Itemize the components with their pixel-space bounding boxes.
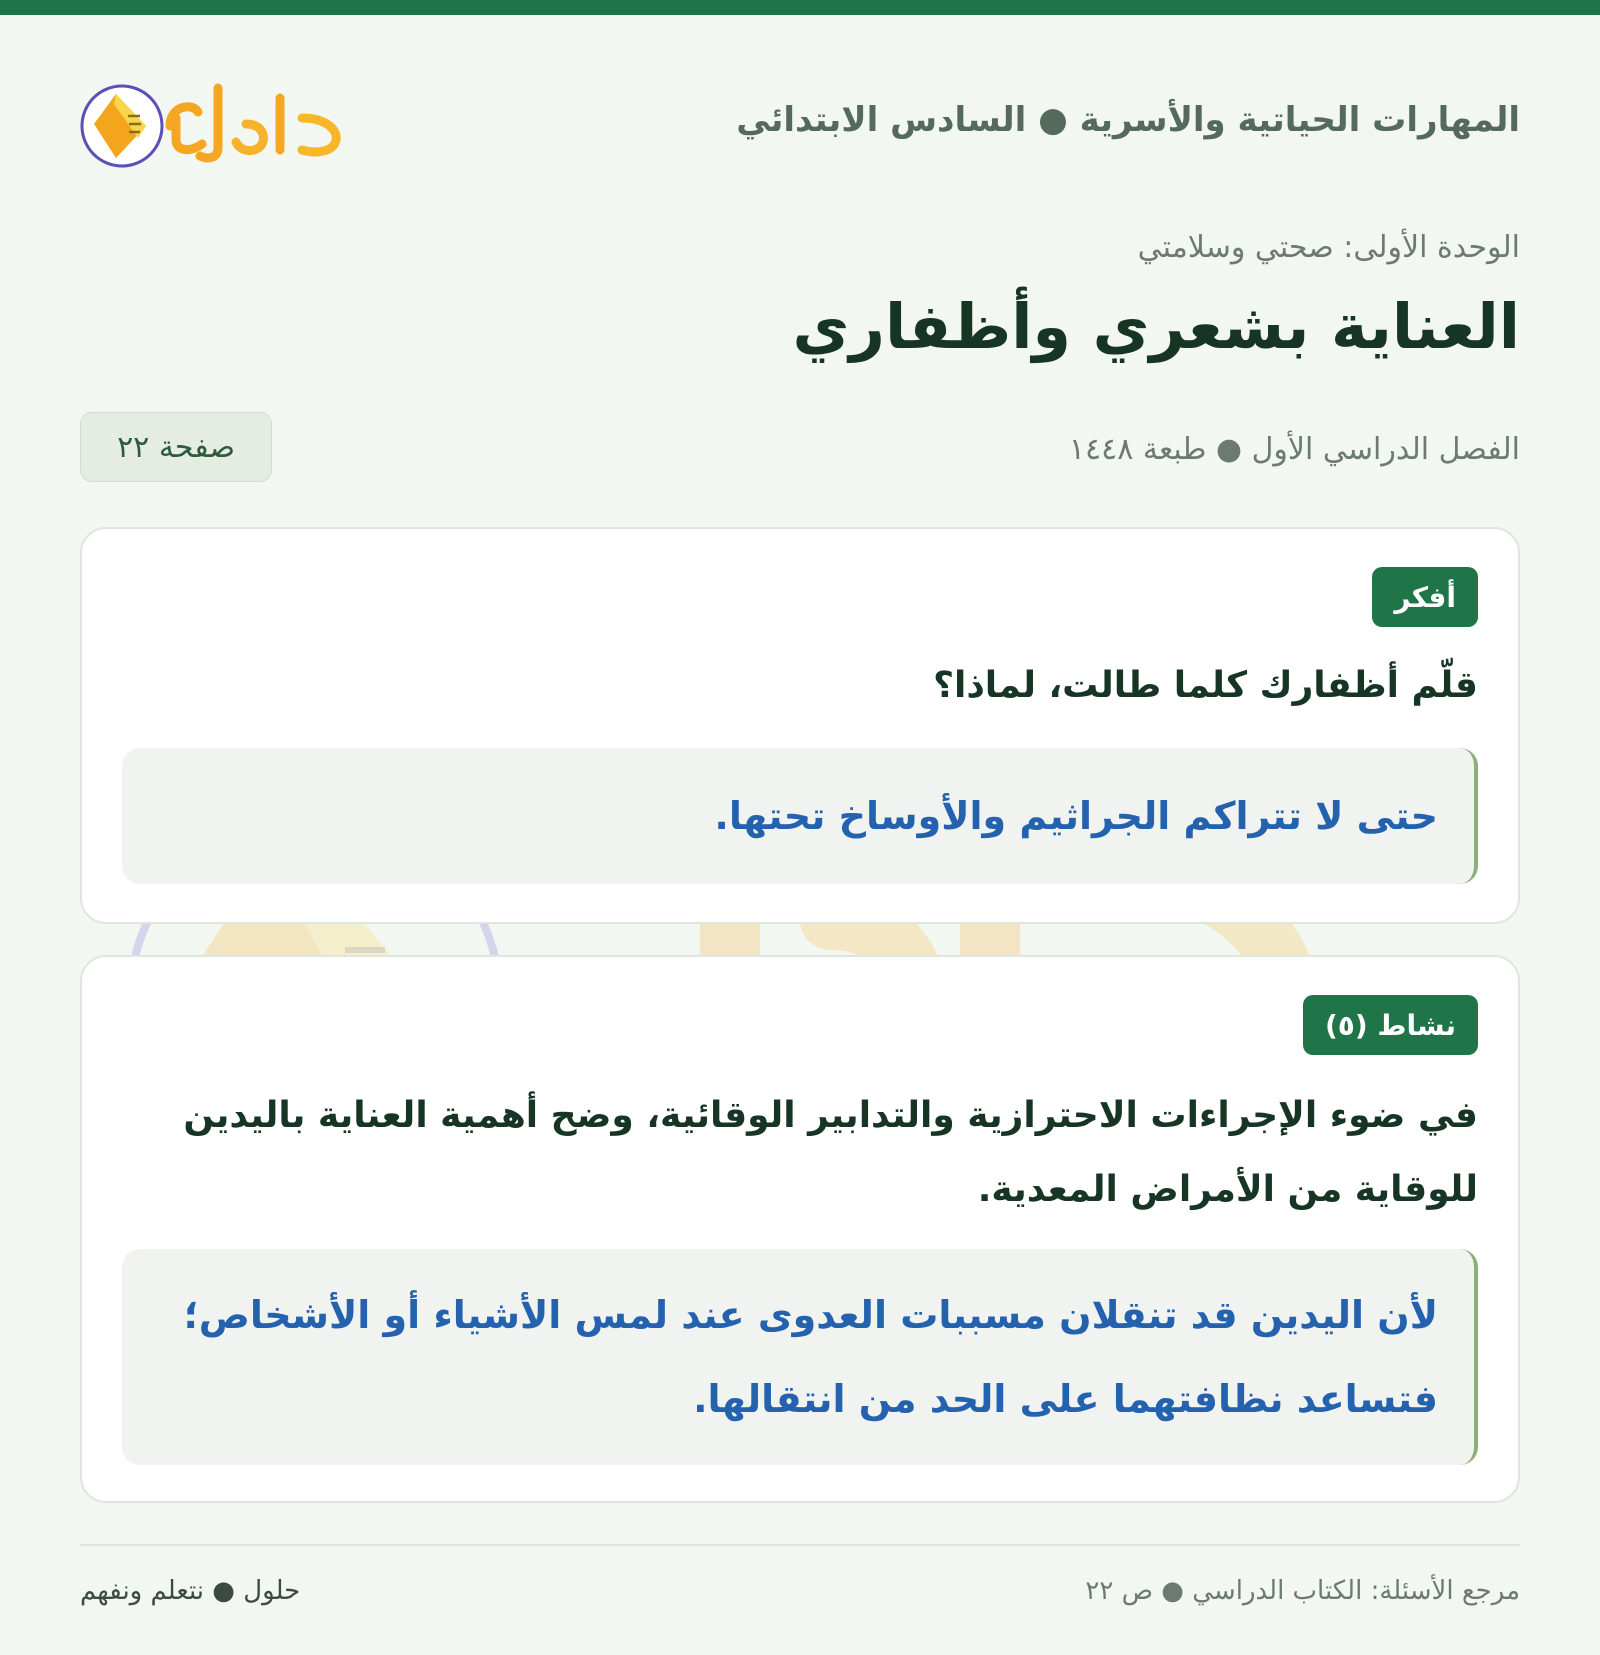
footer-reference: مرجع الأسئلة: الكتاب الدراسي ● ص ٢٢ (1085, 1576, 1520, 1606)
hulool-logo-icon (80, 78, 350, 178)
answer-box: حتى لا تتراكم الجراثيم والأوساخ تحتها. (122, 748, 1478, 884)
card-tag-think: أفكر (1372, 567, 1478, 627)
card-tag-activity: نشاط (٥) (1303, 995, 1478, 1055)
question-card-think (80, 527, 1520, 924)
lesson-title: العناية بشعري وأظفاري (792, 290, 1520, 363)
page-container (80, 0, 1520, 1655)
logo-text (80, 178, 81, 179)
question-text: في ضوء الإجراءات الاحترازية والتدابير الوقائية، وضح أهمية العناية باليدين للوقاية من الأمراض المعدية. (183, 1095, 1478, 1210)
term-edition-label: الفصل الدراسي الأول ● طبعة ١٤٤٨ (1068, 432, 1520, 467)
subject-heading: المهارات الحياتية والأسرية ● السادس الابتدائي (736, 100, 1520, 140)
answer-box: لأن اليدين قد تنقلان مسببات العدوى عند لمس الأشياء أو الأشخاص؛ فتساعد نظافتهما على الحد من انتقالها. (122, 1249, 1478, 1465)
question-text: قلّم أظفارك كلما طالت، لماذا؟ (933, 665, 1478, 706)
brand-logo[interactable] (80, 78, 350, 178)
footer-divider (80, 1544, 1520, 1546)
unit-label: الوحدة الأولى: صحتي وسلامتي (1137, 230, 1520, 265)
question-card-activity (80, 955, 1520, 1503)
page-number-badge: صفحة ٢٢ (80, 412, 272, 482)
footer-brand[interactable]: حلول ● نتعلم ونفهم (80, 1576, 301, 1606)
